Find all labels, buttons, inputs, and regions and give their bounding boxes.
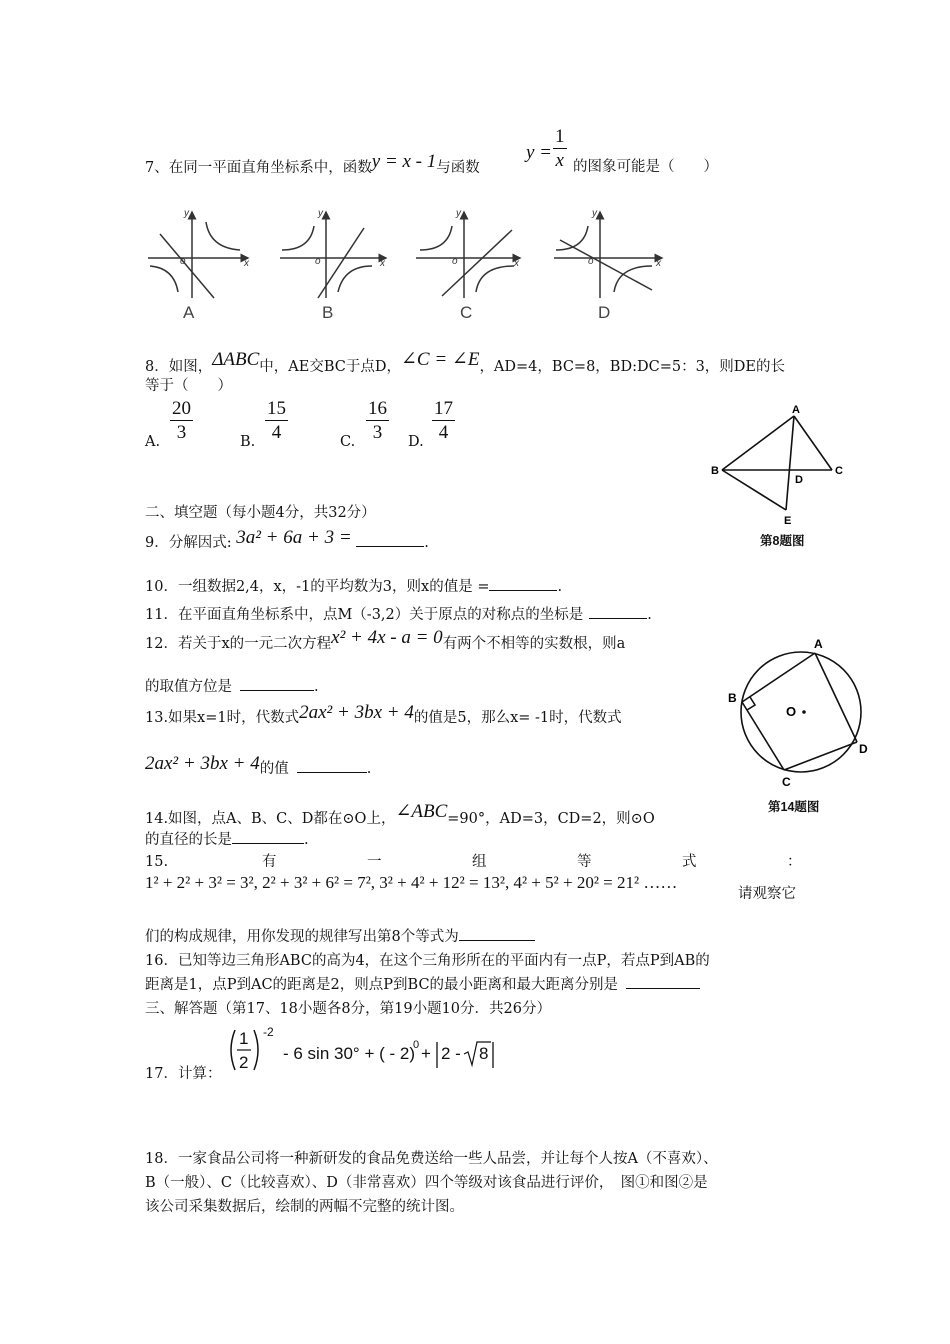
- q8-choice-b-label: B.: [240, 434, 256, 450]
- q16-line2: 距离是1，点P到AC的距离是2，则点P到BC的最小距离和最大距离分别是: [145, 975, 700, 995]
- graph-a: [148, 208, 250, 298]
- q14-label-c: C: [782, 775, 791, 789]
- q16-answer-blank[interactable]: [626, 988, 700, 989]
- svg-text:x: x: [514, 258, 519, 269]
- svg-text:y: y: [318, 208, 323, 219]
- q12-line2: 的取值方位是 .: [145, 679, 319, 695]
- q9-expr: 3a² + 6a + 3 =: [236, 527, 352, 548]
- svg-text:y: y: [592, 208, 597, 219]
- q15-word-4: 等: [577, 854, 592, 870]
- q7-option-b: B: [322, 303, 334, 322]
- svg-text:o: o: [452, 256, 458, 267]
- q8-mid1: 中，AE交BC于点D，: [259, 359, 401, 375]
- q10-line: 10．一组数据2,4，x，-1的平均数为3，则x的值是 = .: [145, 579, 563, 595]
- q14-answer-blank[interactable]: [232, 843, 304, 844]
- q13-expr: 2ax² + 3bx + 4: [299, 702, 414, 723]
- svg-text:0: 0: [413, 1039, 420, 1051]
- q14-label-d: D: [859, 742, 868, 756]
- q15-word-6: ：: [787, 854, 802, 870]
- q15-answer-blank[interactable]: [459, 940, 535, 941]
- q8-choice-c-label: C.: [340, 434, 356, 450]
- q7-option-a: A: [183, 303, 195, 322]
- q10-text: 10．一组数据2,4，x，-1的平均数为3，则x的值是 =: [145, 579, 490, 595]
- q12-answer-blank[interactable]: [240, 690, 314, 691]
- q8-choice-b: $\frac{15}{4}$: [267, 398, 286, 443]
- svg-text:o: o: [180, 256, 186, 267]
- q9-line: 9．分解因式: 3a² + 6a + 3 = .: [145, 527, 429, 551]
- q8-triangle: ΔABC: [212, 349, 260, 370]
- q15-word-1: 有: [262, 854, 277, 870]
- svg-text:y: y: [184, 208, 189, 219]
- svg-text:1: 1: [239, 1029, 249, 1048]
- q8-label-d: D: [795, 474, 803, 486]
- q7-prefix: 7、在同一平面直角坐标系中，函数: [145, 160, 372, 176]
- svg-text:2: 2: [239, 1053, 249, 1072]
- q14-label-o: O: [786, 704, 797, 719]
- q8-angle-eq: ∠C = ∠E: [400, 349, 480, 370]
- q7-option-c: C: [460, 303, 473, 322]
- q7-graphs: [140, 200, 680, 320]
- q15-word-5: 式: [682, 854, 697, 870]
- q7-option-d: D: [598, 303, 611, 322]
- q15-word-2: 一: [367, 854, 382, 870]
- q7-func2-num: 1: [555, 126, 565, 147]
- q7-middle: 与函数: [436, 160, 480, 176]
- q12-line1: [145, 627, 626, 654]
- q15-line2: 们的构成规律，用你发现的规律写出第8个等式为: [145, 927, 535, 947]
- q8-caption: 第8题图: [760, 534, 805, 548]
- q9-prefix: 9．分解因式:: [145, 535, 232, 551]
- q8-label-e: E: [784, 515, 792, 527]
- q11-answer-blank[interactable]: [589, 618, 647, 619]
- q7-suffix: 的图象可能是（ ）: [573, 159, 718, 175]
- graph-b: [280, 208, 386, 298]
- q12-prefix: 12．若关于x的一元二次方程: [145, 636, 332, 652]
- q13-line2: 2ax² + 3bx + 4的值 .: [145, 753, 372, 777]
- q13-expr2: 2ax² + 3bx + 4: [145, 753, 260, 774]
- q7-text: [145, 151, 480, 178]
- q14-line2: 的直径的长是 .: [145, 832, 309, 848]
- q18-line3: 该公司采集数据后，绘制的两幅不完整的统计图。: [145, 1199, 464, 1215]
- svg-text:y: y: [456, 208, 461, 219]
- q8-mid2: ，AD=4，BC=8，BD:DC=5：3，则DE的长: [479, 359, 785, 375]
- section2-heading: 二、填空题（每小题4分，共32分）: [145, 505, 376, 521]
- q13-prefix: 13.如果x=1时，代数式: [145, 710, 300, 726]
- q8-choice-d: $\frac{17}{4}$: [434, 398, 453, 443]
- q14-label-b: B: [728, 691, 737, 705]
- q18-line2: B（一般）、C（比较喜欢）、D（非常喜欢）四个等级对该食品进行评价， 图①和图②是: [145, 1175, 708, 1191]
- q12-equation: x² + 4x - a = 0: [331, 627, 443, 648]
- svg-text:x: x: [380, 258, 385, 269]
- q18-line1: 18．一家食品公司将一种新研发的食品免费送给一些人品尝，并让每个人按A（不喜欢）、: [145, 1151, 718, 1167]
- svg-text:+: +: [421, 1044, 431, 1063]
- q13-answer-blank[interactable]: [297, 772, 367, 773]
- q14-prefix: 14.如图，点A、B、C、D都在⊙O上，: [145, 811, 396, 827]
- svg-text:o: o: [315, 256, 321, 267]
- svg-text:2 -: 2 -: [441, 1044, 461, 1063]
- q14-angle: ∠ABC: [395, 801, 448, 822]
- q8-prefix: 8．如图，: [145, 359, 213, 375]
- q8-figure: [702, 400, 842, 530]
- q10-answer-blank[interactable]: [489, 590, 557, 591]
- q8-choice-c: $\frac{16}{3}$: [368, 398, 387, 443]
- q8-choice-d-label: D.: [408, 434, 424, 450]
- q13-suffix: 的值是5，那么x= -1时，代数式: [413, 710, 622, 726]
- q7-func2-fraction: [553, 126, 567, 173]
- section3-heading: 三、解答题（第17、18小题各8分，第19小题10分．共26分）: [145, 1001, 551, 1017]
- q14-suffix: =90°，AD=3，CD=2，则⊙O: [447, 811, 655, 827]
- q8-line1: [145, 349, 785, 377]
- q17-label: 17．计算：: [145, 1066, 222, 1082]
- q17-expression: [225, 1024, 505, 1084]
- svg-text:- 6 sin 30° + ( - 2): - 6 sin 30° + ( - 2): [283, 1044, 415, 1063]
- q14-label-a: A: [814, 637, 823, 651]
- q8-line2: 等于（ ）: [145, 378, 232, 394]
- q14-figure: [722, 632, 872, 792]
- q8-choice-a-label: A.: [145, 434, 161, 450]
- svg-text:-2: -2: [263, 1025, 274, 1039]
- q14-line1: [145, 801, 655, 829]
- q8-choice-a: $\frac{20}{3}$: [172, 398, 191, 443]
- q14-caption: 第14题图: [768, 800, 820, 814]
- q11-line: 11．在平面直角坐标系中，点M（-3,2）关于原点的对称点的坐标是 .: [145, 607, 652, 623]
- q12-suffix: 有两个不相等的实数根，则a: [442, 636, 626, 652]
- svg-text:8: 8: [479, 1044, 489, 1063]
- q8-label-c: C: [835, 465, 843, 477]
- q13-line1: [145, 702, 622, 728]
- q15-tail: 请观察它: [738, 886, 796, 902]
- q8-label-b: B: [711, 465, 719, 477]
- q11-text: 11．在平面直角坐标系中，点M（-3,2）关于原点的对称点的坐标是: [145, 607, 584, 623]
- graph-c: [416, 208, 520, 298]
- svg-text:x: x: [244, 258, 249, 269]
- svg-text:o: o: [588, 256, 594, 267]
- q7-func1: y = x - 1: [371, 151, 437, 172]
- svg-text:x: x: [656, 258, 661, 269]
- q8-label-a: A: [792, 404, 800, 416]
- q15-word-3: 组: [472, 854, 487, 870]
- q16-line1: 16．已知等边三角形ABC的高为4，在这个三角形所在的平面内有一点P，若点P到AB的: [145, 953, 710, 969]
- q7-func2-lhs: y =: [526, 142, 553, 163]
- q15-equations: 1² + 2² + 3² = 3², 2² + 3² + 6² = 7², 3² + 4² + 12² = 13², 4² + 5² + 20² = 21² ……: [145, 873, 678, 892]
- graph-d: [554, 208, 662, 298]
- q9-answer-blank[interactable]: [356, 546, 424, 547]
- q15-word-0: 15.: [145, 854, 169, 870]
- q7-func2-den: x: [555, 150, 564, 171]
